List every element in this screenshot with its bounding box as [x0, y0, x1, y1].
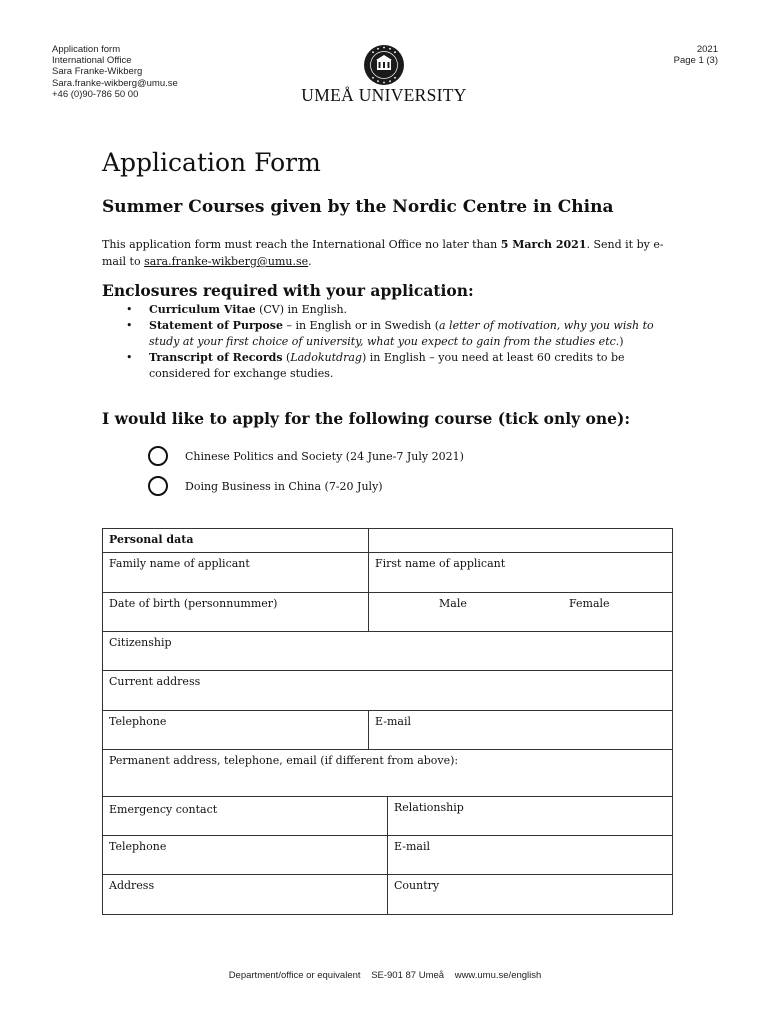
item-text: (	[282, 351, 291, 364]
list-item	[102, 350, 677, 382]
item-italic: Ladokutdrag	[290, 351, 362, 364]
contact-name: Sara Franke-Wikberg	[52, 66, 143, 78]
emergency-contact-field[interactable]	[103, 797, 388, 836]
family-name-field[interactable]	[103, 553, 369, 593]
bullet-icon: •	[126, 351, 133, 364]
relationship-field[interactable]	[388, 797, 673, 836]
page-title: Application Form	[102, 148, 321, 177]
intro-text: This application form must reach the International Office no later than	[102, 238, 501, 251]
personal-data-table	[102, 528, 673, 915]
page-number: Page 1 (3)	[673, 55, 718, 67]
field-label: Emergency contact	[109, 803, 218, 816]
field-label: First name of applicant	[375, 557, 506, 570]
emergency-address-field[interactable]	[103, 875, 388, 915]
email-field[interactable]	[369, 711, 673, 750]
male-option[interactable]: Male	[439, 597, 467, 610]
dob-field[interactable]	[103, 593, 369, 632]
course-option-business[interactable]	[148, 474, 383, 498]
course-label: Doing Business in China (7-20 July)	[185, 479, 383, 493]
citizenship-field[interactable]	[103, 632, 673, 671]
field-label: Relationship	[394, 801, 464, 814]
footer-department: Department/office or equivalent	[228, 970, 361, 981]
item-end: )	[619, 335, 624, 348]
item-italic: a letter of motivation, why you wish to study at your first choice of university, what you expect to gain from the studies etc.	[149, 319, 654, 348]
page-subtitle: Summer Courses given by the Nordic Centre in China	[102, 197, 614, 217]
contact-email: Sara.franke-wikberg@umu.se	[52, 77, 178, 89]
course-heading: I would like to apply for the following course (tick only one):	[102, 409, 631, 428]
item-bold: Transcript of Records	[149, 351, 283, 364]
list-item	[102, 302, 677, 318]
page-footer	[0, 970, 770, 981]
item-bold: Statement of Purpose	[149, 319, 283, 332]
field-label: Address	[109, 879, 155, 892]
field-label: E-mail	[394, 840, 430, 853]
field-label: E-mail	[375, 715, 411, 728]
female-option[interactable]: Female	[569, 597, 610, 610]
intro-end: .	[308, 255, 312, 268]
radio-button[interactable]	[148, 476, 168, 496]
field-label: Permanent address, telephone, email (if different from above):	[109, 754, 459, 767]
course-label: Chinese Politics and Society (24 June-7 July 2021)	[185, 449, 464, 463]
gender-field[interactable]	[369, 593, 673, 632]
enclosures-list	[102, 302, 677, 382]
bullet-icon: •	[126, 319, 133, 332]
permanent-address-field[interactable]	[103, 750, 673, 797]
deadline: 5 March 2021	[500, 238, 587, 251]
page-info	[674, 44, 718, 66]
university-seal-icon	[363, 44, 405, 86]
doc-type: Application form	[52, 44, 121, 55]
personal-data-header: Personal data	[103, 529, 369, 553]
field-label: Telephone	[109, 840, 167, 853]
telephone-field[interactable]	[103, 711, 369, 750]
office-name: International Office	[52, 55, 132, 67]
item-text: – in English or in Swedish (	[282, 319, 439, 332]
footer-web: www.umu.se/english	[454, 970, 542, 981]
list-item	[102, 318, 677, 350]
first-name-field[interactable]	[369, 553, 673, 593]
field-label: Country	[394, 879, 440, 892]
contact-email-link[interactable]: sara.franke-wikberg@umu.se	[144, 255, 309, 268]
field-label: Telephone	[109, 715, 167, 728]
empty-cell	[369, 529, 673, 553]
field-label: Date of birth (personnummer)	[109, 597, 278, 610]
intro-paragraph	[102, 236, 682, 270]
item-end: ) in English – you need at least 60 credits to be considered for exchange studies.	[149, 351, 625, 380]
course-option-politics[interactable]	[148, 444, 464, 468]
emergency-telephone-field[interactable]	[103, 836, 388, 875]
current-address-field[interactable]	[103, 671, 673, 711]
radio-button[interactable]	[148, 446, 168, 466]
contact-phone: +46 (0)90-786 50 00	[52, 88, 139, 100]
item-text: (CV) in English.	[255, 303, 348, 316]
university-name: UMEÅ UNIVERSITY	[301, 85, 467, 105]
field-label: Citizenship	[109, 636, 172, 649]
field-label: Family name of applicant	[109, 557, 250, 570]
intro-text-2: . Send it by e-mail to	[102, 238, 664, 268]
bullet-icon: •	[126, 303, 133, 316]
emergency-email-field[interactable]	[388, 836, 673, 875]
enclosures-heading: Enclosures required with your application:	[102, 281, 474, 300]
field-label: Current address	[109, 675, 201, 688]
sender-info	[52, 44, 178, 100]
emergency-country-field[interactable]	[388, 875, 673, 915]
footer-postal: SE-901 87 Umeå	[371, 970, 445, 981]
item-bold: Curriculum Vitae	[149, 303, 256, 316]
year: 2021	[696, 44, 718, 55]
